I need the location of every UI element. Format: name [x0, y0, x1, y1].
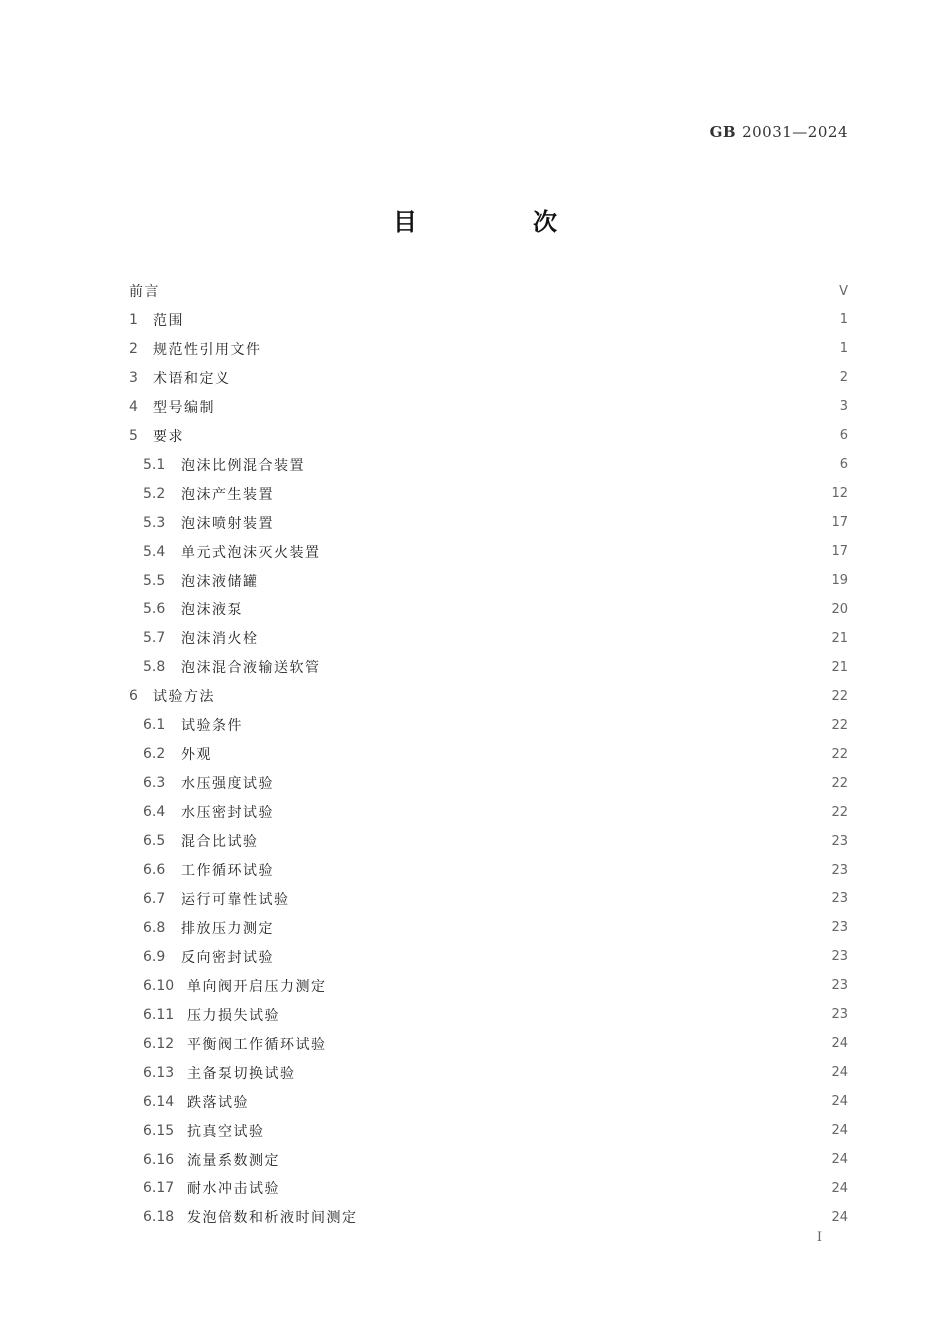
- toc-entry-number: 5.6: [143, 601, 166, 618]
- toc-entry-page: 24: [831, 1152, 848, 1167]
- toc-entry[interactable]: [143, 828, 848, 854]
- toc-entry-number: 4: [129, 398, 138, 415]
- toc-entry[interactable]: [129, 394, 848, 420]
- toc-entry-page: 6: [839, 457, 848, 473]
- toc-leader-dots: [265, 828, 826, 854]
- toc-leader-dots: [190, 423, 828, 449]
- standard-code: 20031—2024: [742, 123, 848, 141]
- toc-entry-number: 6.14: [143, 1093, 175, 1110]
- toc-entry-number: 3: [129, 369, 138, 386]
- toc-entry[interactable]: [143, 770, 848, 796]
- toc-entry-number: 5.8: [143, 659, 166, 676]
- toc-entry-number: 6.18: [143, 1209, 175, 1226]
- toc-leader-dots: [280, 799, 825, 825]
- toc-entry-page: 23: [831, 833, 848, 849]
- page-folio: I: [816, 1230, 822, 1245]
- toc-leader-dots: [280, 510, 825, 536]
- toc-leader-dots: [221, 683, 825, 709]
- toc-entry-title: 试验条件: [181, 718, 243, 735]
- toc-entry-page: 1: [839, 312, 848, 328]
- toc-leader-dots: [268, 336, 829, 362]
- toc-entry-number: 6.7: [143, 890, 166, 907]
- toc-entry-number: 2: [129, 340, 138, 357]
- toc-entry[interactable]: [143, 1118, 848, 1144]
- toc-entry[interactable]: [143, 596, 848, 622]
- toc-entry-page: 23: [831, 920, 848, 936]
- toc-entry-number: 6.15: [143, 1122, 175, 1139]
- toc-entry-title: 单向阀开启压力测定: [187, 978, 327, 995]
- toc-entry-number: 6.4: [143, 804, 166, 821]
- toc-entry[interactable]: [143, 1147, 848, 1173]
- toc-entry-number: 6.1: [143, 717, 166, 734]
- toc-entry[interactable]: [143, 886, 848, 912]
- toc-entry[interactable]: [143, 741, 848, 767]
- toc-leader-dots: [327, 654, 826, 680]
- toc-entry-page: 22: [831, 804, 848, 820]
- toc-entry-title: 泡沫液储罐: [181, 573, 259, 590]
- toc-entry-page: 24: [831, 1209, 848, 1225]
- toc-entry[interactable]: [143, 654, 848, 680]
- toc-leader-dots: [255, 1089, 825, 1115]
- toc-entry-title: 外观: [181, 747, 212, 764]
- toc-entry-number: 5.2: [143, 485, 166, 502]
- toc-entry-number: 6.2: [143, 746, 166, 763]
- toc-entry[interactable]: [143, 1031, 848, 1057]
- toc-entry-title: 泡沫比例混合装置: [181, 457, 305, 474]
- toc-entry-title: 混合比试验: [181, 834, 259, 851]
- toc-entry-page: 23: [831, 862, 848, 878]
- toc-leader-dots: [166, 278, 828, 304]
- toc-entry-page: 17: [831, 544, 848, 560]
- toc-entry[interactable]: [129, 683, 848, 709]
- toc-leader-dots: [311, 452, 828, 478]
- toc-leader-dots: [280, 481, 825, 507]
- toc-entry-title: 泡沫产生装置: [181, 486, 274, 503]
- toc-entry[interactable]: [143, 944, 848, 970]
- toc-entry-number: 5.5: [143, 572, 166, 589]
- toc-entry-title: 水压密封试验: [181, 805, 274, 822]
- toc-entry-title: 前言: [129, 284, 160, 300]
- toc-entry-title: 水压强度试验: [181, 776, 274, 793]
- toc-entry-page: 24: [831, 1065, 848, 1081]
- toc-entry-page: 24: [831, 1180, 848, 1196]
- toc-entry[interactable]: [143, 1089, 848, 1115]
- toc-entry-page: 2: [839, 370, 848, 386]
- standard-prefix: GB: [709, 123, 737, 141]
- standard-number: [710, 123, 848, 141]
- toc-entry-title: 主备泵切换试验: [187, 1065, 296, 1082]
- toc-entry-title: 排放压力测定: [181, 920, 274, 937]
- toc-leader-dots: [286, 1147, 825, 1173]
- toc-entry-page: 1: [839, 341, 848, 357]
- toc-entry-number: 6.3: [143, 775, 166, 792]
- toc-leader-dots: [265, 625, 826, 651]
- toc-entry-page: 17: [831, 515, 848, 531]
- toc-leader-dots: [364, 1204, 826, 1230]
- toc-entry-title: 工作循环试验: [181, 863, 274, 879]
- toc-entry-page: V: [839, 283, 848, 299]
- toc-entry-title: 发泡倍数和析液时间测定: [187, 1210, 358, 1227]
- toc-leader-dots: [333, 1031, 826, 1057]
- toc-entry-number: 6.8: [143, 919, 166, 936]
- toc-entry-number: 6.12: [143, 1035, 175, 1052]
- toc-entry-number: 1: [129, 311, 138, 328]
- toc-leader-dots: [271, 1118, 826, 1144]
- toc-entry-number: 5.3: [143, 514, 166, 531]
- toc-leader-dots: [296, 886, 826, 912]
- toc-entry-page: 22: [831, 717, 848, 733]
- toc-entry-page: 24: [831, 1036, 848, 1052]
- toc-entry-page: 23: [831, 978, 848, 994]
- toc-entry-title: 反向密封试验: [181, 949, 274, 966]
- toc-entry-page: 3: [839, 399, 848, 415]
- toc-leader-dots: [333, 973, 826, 999]
- toc-entry-title: 术语和定义: [153, 370, 231, 387]
- toc-entry-title: 试验方法: [153, 689, 215, 706]
- toc-leader-dots: [221, 394, 828, 420]
- toc-entry-number: 5.1: [143, 456, 166, 473]
- toc-entry[interactable]: [129, 307, 848, 333]
- toc-entry-page: 23: [831, 949, 848, 965]
- toc-entry-title: 型号编制: [153, 399, 215, 416]
- toc-entry-title: 运行可靠性试验: [181, 891, 290, 908]
- toc-entry-page: 12: [831, 486, 848, 502]
- toc-entry[interactable]: [143, 973, 848, 999]
- page-title: 目 次: [393, 208, 603, 236]
- toc-entry-page: 24: [831, 1123, 848, 1139]
- toc-leader-dots: [286, 1002, 825, 1028]
- toc-entry-title: 流量系数测定: [187, 1152, 280, 1169]
- toc-leader-dots: [280, 944, 825, 970]
- toc-entry-page: 23: [831, 1007, 848, 1023]
- toc-entry[interactable]: [143, 481, 848, 507]
- toc-entry[interactable]: [143, 539, 848, 565]
- toc-entry-page: 21: [831, 630, 848, 646]
- toc-entry[interactable]: [143, 510, 848, 536]
- toc-entry[interactable]: [143, 1060, 848, 1086]
- toc-entry-number: 5: [129, 427, 138, 444]
- toc-entry-title: 耐水冲击试验: [187, 1181, 280, 1198]
- toc-entry[interactable]: [143, 1175, 848, 1201]
- toc-entry-title: 要求: [153, 428, 184, 445]
- toc-entry-title: 抗真空试验: [187, 1123, 265, 1140]
- toc-leader-dots: [218, 741, 825, 767]
- toc-entry-title: 泡沫液泵: [181, 602, 243, 619]
- toc-entry-page: 20: [831, 601, 848, 617]
- toc-entry[interactable]: [143, 712, 848, 738]
- toc-leader-dots: [280, 770, 825, 796]
- toc-entry-title: 单元式泡沫灭火装置: [181, 544, 321, 561]
- toc-entry[interactable]: [129, 365, 848, 391]
- toc-leader-dots: [280, 857, 825, 883]
- toc-entry-page: 24: [831, 1094, 848, 1110]
- toc-entry[interactable]: [143, 799, 848, 825]
- toc-entry[interactable]: [143, 452, 848, 478]
- toc-leader-dots: [302, 1060, 826, 1086]
- toc-entry[interactable]: [129, 336, 848, 362]
- toc-entry-number: 6.10: [143, 977, 175, 994]
- toc-entry[interactable]: [129, 423, 848, 449]
- toc-leader-dots: [327, 539, 826, 565]
- toc-entry[interactable]: [143, 857, 848, 883]
- toc-entry-number: 6: [129, 688, 138, 705]
- toc-entry-title: 泡沫混合液输送软管: [181, 660, 321, 677]
- toc-entry[interactable]: [143, 1002, 848, 1028]
- toc-entry-title: 平衡阀工作循环试验: [187, 1036, 327, 1053]
- toc-entry-page: 19: [831, 573, 848, 588]
- toc-entry-page: 21: [831, 659, 848, 675]
- toc-entry-page: 6: [839, 428, 848, 444]
- toc-entry-title: 范围: [153, 312, 184, 329]
- toc-entry-number: 6.17: [143, 1180, 175, 1197]
- toc-entry[interactable]: [143, 568, 848, 594]
- toc-entry[interactable]: [143, 915, 848, 941]
- toc-leader-dots: [286, 1175, 825, 1201]
- toc-entry[interactable]: [129, 278, 848, 304]
- toc-leader-dots: [249, 712, 825, 738]
- toc-entry-number: 5.7: [143, 630, 166, 647]
- toc-leader-dots: [265, 568, 826, 594]
- toc-entry-page: 22: [831, 775, 848, 791]
- toc-leader-dots: [249, 596, 825, 622]
- toc-entry-title: 压力损失试验: [187, 1007, 280, 1024]
- toc-entry-page: 22: [831, 688, 848, 704]
- toc-entry-number: 6.9: [143, 948, 166, 965]
- toc-entry-page: 22: [831, 746, 848, 762]
- toc-entry-title: 跌落试验: [187, 1094, 249, 1111]
- toc-entry-number: 6.13: [143, 1064, 175, 1081]
- toc-entry-number: 6.6: [143, 862, 166, 878]
- toc-entry-number: 6.5: [143, 833, 166, 850]
- toc-entry-title: 泡沫消火栓: [181, 631, 259, 648]
- toc-entry[interactable]: [143, 1204, 848, 1230]
- toc-leader-dots: [237, 365, 829, 391]
- toc-entry[interactable]: [143, 625, 848, 651]
- toc-entry-number: 6.16: [143, 1151, 175, 1168]
- toc-leader-dots: [190, 307, 828, 333]
- toc-entry-page: 23: [831, 891, 848, 907]
- toc-entry-number: 6.11: [143, 1006, 175, 1023]
- toc-entry-title: 规范性引用文件: [153, 341, 262, 358]
- toc-entry-title: 泡沫喷射装置: [181, 515, 274, 532]
- toc-entry-number: 5.4: [143, 543, 166, 560]
- toc-leader-dots: [280, 915, 825, 941]
